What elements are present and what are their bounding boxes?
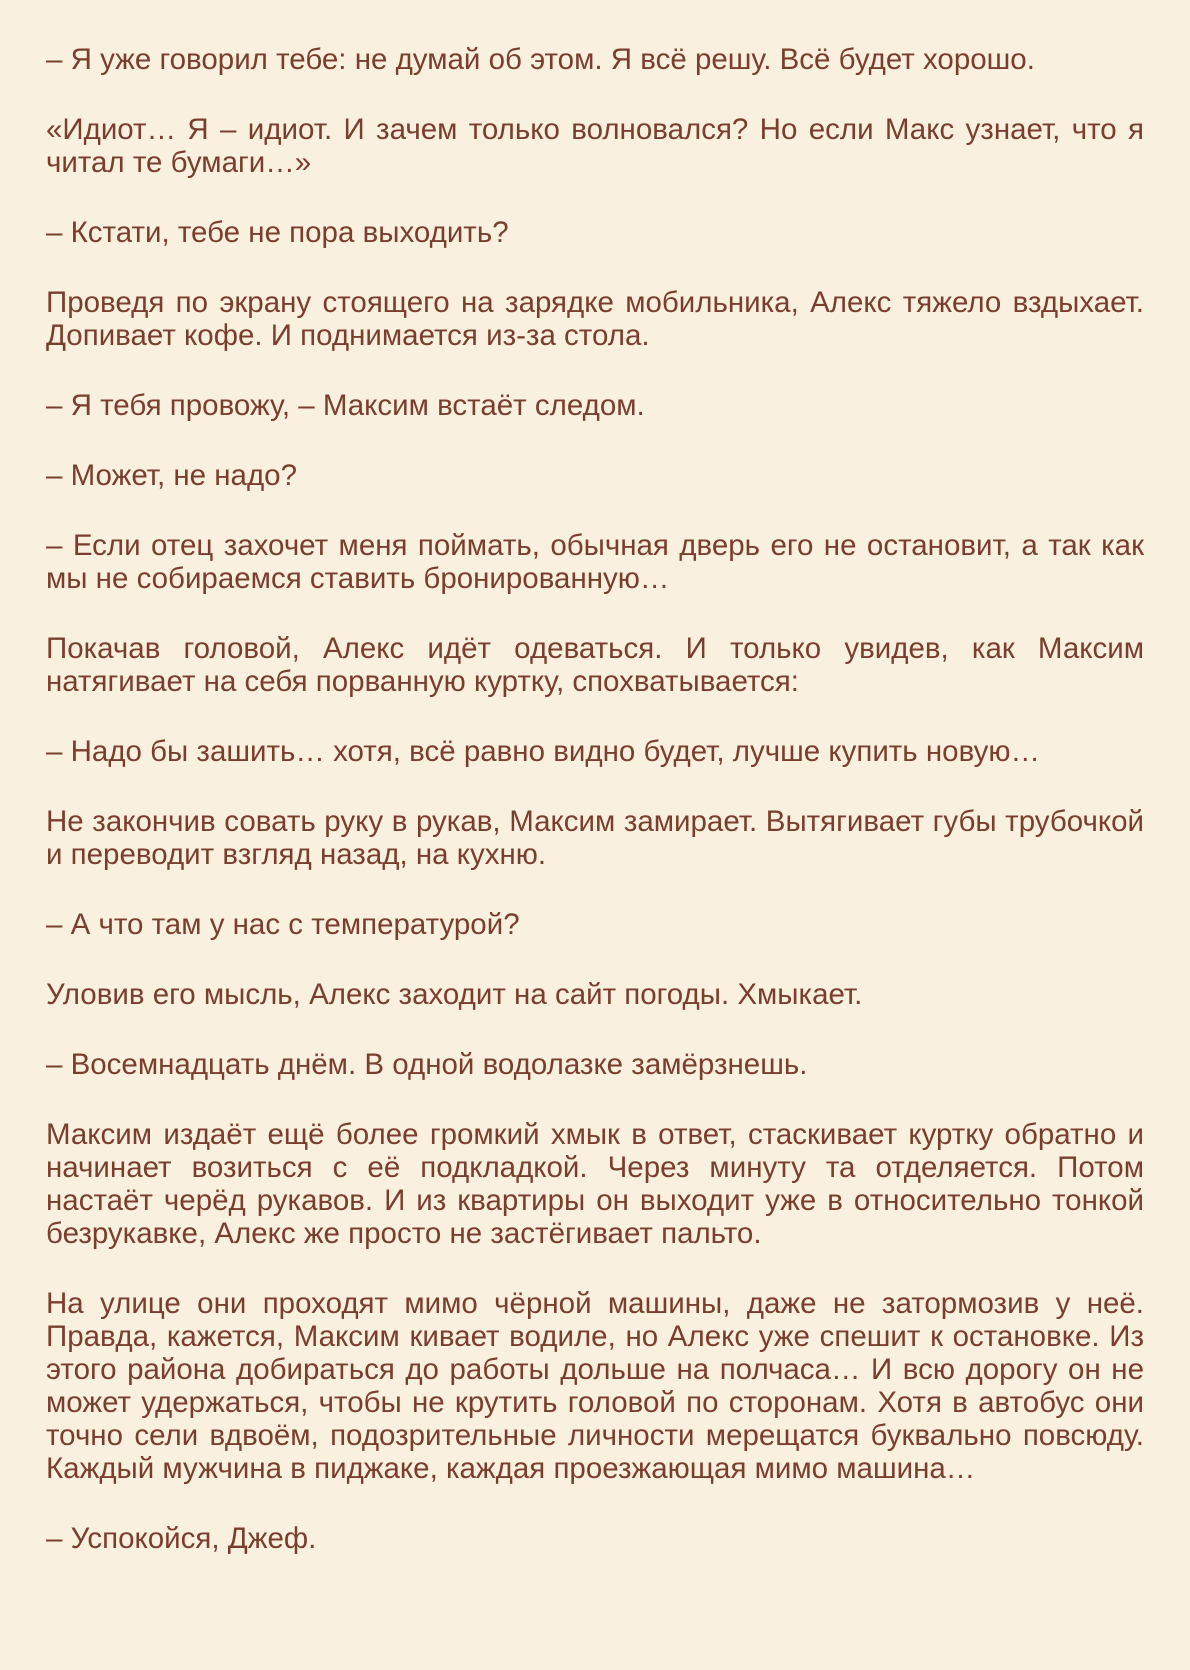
paragraph: – Если отец захочет меня поймать, обычная дверь его не остановит, а так как мы не собираемся ставить бронированную…	[46, 529, 1144, 595]
paragraph: «Идиот… Я – идиот. И зачем только волновался? Но если Макс узнает, что я читал те бумаги…»	[46, 113, 1144, 179]
paragraph: – Успокойся, Джеф.	[46, 1522, 317, 1555]
paragraph: – Я уже говорил тебе: не думай об этом. Я всё решу. Всё будет хорошо.	[46, 43, 1035, 76]
paragraph: – Восемнадцать днём. В одной водолазке замёрзнешь.	[46, 1048, 808, 1081]
paragraph: Проведя по экрану стоящего на зарядке мобильника, Алекс тяжело вздыхает. Допивает кофе. И поднимается из-за стола.	[46, 286, 1144, 352]
paragraph: Покачав головой, Алекс идёт одеваться. И только увидев, как Максим натягивает на себя порванную куртку, спохватывается:	[46, 632, 1144, 698]
paragraph: – А что там у нас с температурой?	[46, 908, 520, 941]
paragraph: На улице они проходят мимо чёрной машины, даже не затормозив у неё. Правда, кажется, Максим кивает водиле, но Алекс уже спешит к остановке. Из этого района добираться до работы дольше на полчаса… И всю дорогу он не может удержаться, чтобы не крутить головой по сторонам. Хотя в автобус они точно сели вдвоём, подозрительные личности мерещатся буквально повсюду. Каждый мужчина в пиджаке, каждая проезжающая мимо машина…	[46, 1287, 1144, 1485]
paragraph: Не закончив совать руку в рукав, Максим замирает. Вытягивает губы трубочкой и переводит взгляд назад, на кухню.	[46, 805, 1144, 871]
paragraph: – Кстати, тебе не пора выходить?	[46, 216, 509, 249]
paragraph: Уловив его мысль, Алекс заходит на сайт погоды. Хмыкает.	[46, 978, 863, 1011]
paragraph: Максим издаёт ещё более громкий хмык в ответ, стаскивает куртку обратно и начинает возиться с её подкладкой. Через минуту та отделяется. Потом настаёт черёд рукавов. И из квартиры он выходит уже в относительно тонкой безрукавке, Алекс же просто не застёгивает пальто.	[46, 1118, 1144, 1250]
paragraph: – Надо бы зашить… хотя, всё равно видно будет, лучше купить новую…	[46, 735, 1040, 768]
paragraph: – Может, не надо?	[46, 459, 297, 492]
paragraph: – Я тебя провожу, – Максим встаёт следом.	[46, 389, 645, 422]
